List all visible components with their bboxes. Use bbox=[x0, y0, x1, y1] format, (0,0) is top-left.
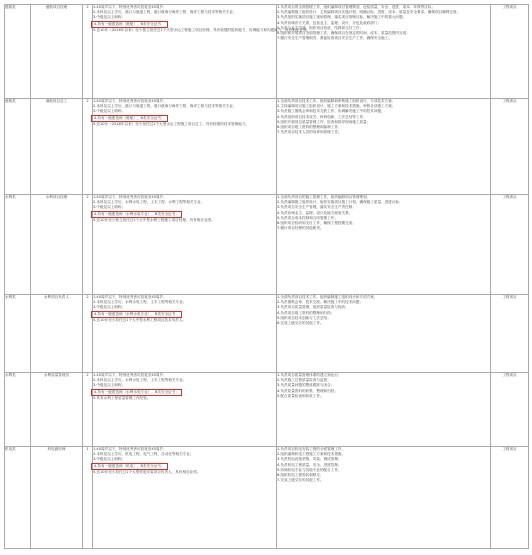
requirements-cell bbox=[93, 295, 277, 373]
department-cell: 工程项目 bbox=[491, 295, 529, 373]
duty-line: 3.负责组织实施项目施工现场管理，落实项目管理目标，解决施工中的重大问题； bbox=[277, 15, 407, 20]
duty-line: 6.组织项目竣工资料的整理和编制工作； bbox=[277, 125, 342, 130]
duty-line: 6.组织机电工程验收和移交； bbox=[277, 473, 324, 478]
duty-line: 1.负责项目的全面管理工作，组织编制项目管理策划，包括质量、安全、进度、成本、环保等目标； bbox=[277, 5, 435, 9]
duty-line: 4.负责协调业主、监理、设计及地方政府关系； bbox=[277, 210, 353, 215]
requirement-text: 2.本科及以上学历，港口与航道工程、港口航海与海岸工程、海洋工程与技术等相关专业； bbox=[93, 104, 237, 109]
requirement-text: 1.40周岁以下，特别优秀者可放宽至45周岁； bbox=[93, 99, 167, 103]
requirement-text: 5.近10年（2016年以来）至少独立担任过1个大型水运工程施工项目经理，具有较强的组织能力、协调能力和沟通能力，具有相应业绩。 bbox=[93, 27, 311, 32]
requirement-text: 2.本科及以上学历，水利水电工程、土木工程等相关专业； bbox=[93, 378, 187, 383]
duty-line: 2.负责图纸会审、技术交底，解决施工中的技术问题； bbox=[277, 300, 364, 305]
position-name-cell: 水利质量管理员 bbox=[31, 373, 83, 447]
department-cell: 工程项目 bbox=[491, 5, 529, 99]
duty-line: 1.负责项目机电安装工程的全面管理工作； bbox=[277, 447, 346, 451]
table-row bbox=[5, 5, 529, 99]
requirement-text: 2.本科及以上学历，机电工程、电气工程、自动化等相关专业； bbox=[93, 452, 194, 457]
table-row bbox=[5, 373, 529, 447]
duties-cell bbox=[277, 447, 491, 549]
duty-line: 1.全面负责项目技术工作，组织编制和审核施工组织设计、专项技术方案； bbox=[277, 99, 396, 103]
table-row bbox=[5, 295, 529, 373]
requirement-line bbox=[93, 470, 276, 475]
duties-cell bbox=[277, 373, 491, 447]
requirements-cell bbox=[93, 373, 277, 447]
table-row bbox=[5, 195, 529, 295]
duty-line: 4.负责项目竣工资料的整理和归档； bbox=[277, 310, 335, 315]
highlighted-requirement: 4.持有一级建造师（机电），B类安全证书； bbox=[91, 463, 168, 470]
department-cell: 工程项目 bbox=[491, 447, 529, 549]
duty-line: 7.履行项目经理的其他职责。 bbox=[277, 226, 324, 231]
duty-line: 3.负责质量问题的整改跟踪与闭合； bbox=[277, 383, 335, 388]
requirement-text: 1.40周岁以下，特别优秀者可放宽至45周岁； bbox=[93, 373, 167, 377]
requirement-line bbox=[93, 318, 276, 323]
duty-line: 5.配合质量检查和验收工作。 bbox=[277, 393, 324, 398]
position-name-cell: 港航项目经理 bbox=[31, 5, 83, 99]
department-cell: 工程项目 bbox=[491, 195, 529, 295]
headcount-cell: 2 bbox=[83, 5, 93, 99]
position-table bbox=[4, 4, 529, 549]
requirement-line bbox=[93, 122, 276, 127]
headcount-cell: 2 bbox=[83, 295, 93, 373]
duty-line: 6.组织和开展项目全面管理工作，确保项目在规定的时间、成本、质量范围内完成； bbox=[277, 31, 410, 36]
duty-line: 6.完成上级交办的其他工作。 bbox=[277, 321, 324, 326]
requirement-line bbox=[93, 463, 276, 470]
duty-line: 2.负责施工过程质量检查与监督； bbox=[277, 378, 331, 383]
requirement-text: 5.近10年（2016年以来）至少担任过1个大型水运工程施工项目总工，具有较强的技术管理能力。 bbox=[93, 121, 249, 126]
duty-line: 1.全面负责项目技术工作，组织编制施工组织设计和专项方案； bbox=[277, 295, 378, 299]
duty-line: 4.负责机电工程质量、安全、进度控制； bbox=[277, 462, 342, 467]
duty-line: 2.负责编制施工组织设计，主持编制项目实施计划，明确目标、进度、成本、质量及安全要求，确保项目顺利完成； bbox=[277, 10, 461, 15]
requirement-text: 5.具有水利工程质量管理工作经验。 bbox=[93, 395, 151, 400]
position-name-cell: 机电副经理 bbox=[31, 447, 83, 549]
requirements-cell bbox=[93, 99, 277, 195]
requirement-line bbox=[93, 389, 276, 396]
duty-line: 3.负责项目安全生产管理，落实安全生产责任制； bbox=[277, 205, 356, 210]
duty-line: 2.负责编制施工组织设计，组织实施项目施工计划，确保施工质量、进度目标； bbox=[277, 200, 403, 205]
position-name-cell: 港航项目总工 bbox=[31, 99, 83, 195]
duty-line: 4.负责质量资料的收集、整理和归档； bbox=[277, 388, 338, 393]
requirement-text: 3.中级及以上职称； bbox=[93, 457, 126, 462]
duty-line: 5.组织开展项目质量管理工作，检查和指导现场施工质量； bbox=[277, 119, 371, 124]
requirement-text: 3.中级及以上职称； bbox=[93, 205, 126, 210]
requirement-text: 2.本科及以上学历，水利水电工程、土木工程、水利工程等相关专业； bbox=[93, 200, 205, 205]
duty-line: 6.组织项目验收和交付工作，确保工程按期完成； bbox=[277, 221, 356, 226]
highlighted-requirement: 4.持有一级建造师（水利水电专业），B类安全证书； bbox=[91, 311, 182, 318]
duty-line: 3.负责项目质量管理，组织质量检查与验收； bbox=[277, 305, 349, 310]
duty-line: 7.负责项目技术人员的培养和管理工作。 bbox=[277, 130, 342, 135]
position-name-cell: 水利项目经理 bbox=[31, 195, 83, 295]
category-cell: 水利类 bbox=[5, 195, 31, 295]
requirement-text: 2.本科及以上学历，水利水电工程、土木工程等相关专业； bbox=[93, 300, 187, 305]
duty-line: 5.负责项目成本控制和合同管理工作； bbox=[277, 215, 338, 220]
requirement-line bbox=[93, 311, 276, 318]
requirement-text: 3.中级及以上职称； bbox=[93, 15, 126, 20]
requirement-text: 5.近10年至少担任过1个大型机电安装项目负责人，具有相应业绩。 bbox=[93, 469, 201, 474]
highlighted-requirement: 4.持有一级建造师（水利水电专业），B类安全证书； bbox=[91, 389, 182, 396]
duties-cell bbox=[277, 195, 491, 295]
headcount-cell: 2 bbox=[83, 99, 93, 195]
category-cell: 港航类 bbox=[5, 5, 31, 99]
requirement-line bbox=[93, 218, 276, 223]
requirement-text: 5.近10年至少独立担任过1个大中型水利工程施工项目经理，具有相应业绩。 bbox=[93, 217, 215, 222]
highlighted-requirement: 4.持有一级建造师（港航），B类安全证书； bbox=[91, 115, 168, 122]
requirement-text: 1.40周岁以下，特别优秀者可放宽至45周岁； bbox=[93, 195, 167, 199]
headcount-cell: 2 bbox=[83, 373, 93, 447]
duty-line: 4.负责协调各方关系，包括业主、监理、设计、分包及政府部门； bbox=[277, 20, 382, 25]
duty-line: 5.组织项目技术创新与工法总结； bbox=[277, 315, 331, 320]
category-cell: 水利类 bbox=[5, 295, 31, 373]
duty-line: 1.负责项目质量管理体系的建立和运行； bbox=[277, 373, 342, 377]
duty-line: 2.组织编制机电工程施工方案和技术措施； bbox=[277, 452, 346, 457]
duty-line: 1.全面负责项目的施工管理工作，组织编制项目管理策划； bbox=[277, 195, 371, 199]
requirement-text: 2.本科及以上学历，港口与航道工程、港口航海与海岸工程、海洋工程与技术等相关专业； bbox=[93, 10, 237, 15]
duty-line: 2.主持编制项目施工组织设计、施工方案和技术措施，审核各项施工方案； bbox=[277, 104, 396, 109]
requirement-text: 3.中级及以上职称； bbox=[93, 109, 126, 114]
department-cell: 工程项目 bbox=[491, 373, 529, 447]
headcount-cell: 1 bbox=[83, 447, 93, 549]
requirements-cell bbox=[93, 5, 311, 99]
duty-line: 3.负责施工图纸会审和技术交底工作，协调解决施工中的技术问题； bbox=[277, 109, 385, 114]
duties-cell bbox=[277, 295, 491, 373]
duty-line: 3.负责机电设备采购、安装、调试管理； bbox=[277, 457, 342, 462]
highlighted-requirement: 4.持有一级建造师（水利水电专业），B类安全证书； bbox=[91, 211, 182, 218]
department-cell: 工程项目 bbox=[491, 99, 529, 195]
requirement-line bbox=[93, 21, 276, 28]
highlighted-requirement: 4.持有一级建造师（港航），B类安全证书； bbox=[91, 21, 168, 28]
requirement-text: 5.近10年至少担任过1个大中型水利工程项目技术负责人。 bbox=[93, 317, 186, 322]
duties-cell bbox=[277, 99, 491, 195]
requirement-line bbox=[93, 27, 311, 33]
requirement-line bbox=[93, 211, 276, 218]
duty-line: 4.负责组织项目技术攻关、科研创新、工法总结等工作； bbox=[277, 114, 367, 119]
requirement-text: 1.40周岁以下，特别优秀者可放宽至45周岁； bbox=[93, 447, 167, 451]
requirement-text: 1.40周岁以下，特别优秀者可放宽至45周岁； bbox=[93, 295, 167, 299]
requirement-text: 3.中级及以上职称； bbox=[93, 305, 126, 310]
headcount-cell: 2 bbox=[83, 195, 93, 295]
category-cell: 水利类 bbox=[5, 373, 31, 447]
requirement-text: 3.中级及以上职称； bbox=[93, 383, 126, 388]
position-name-cell: 水利项目负责人 bbox=[31, 295, 83, 373]
duty-line: 5.负责与业主沟通，组织项目验收、结算和交付工作； bbox=[277, 25, 364, 30]
duty-line: 5.协调机电专业与其他专业的配合工作； bbox=[277, 467, 342, 472]
requirement-line bbox=[93, 396, 276, 401]
requirements-cell bbox=[93, 447, 277, 549]
duty-line: 7.履行安全生产管理职责，督促检查项目安全生产工作，确保安全施工。 bbox=[277, 36, 392, 41]
requirement-text: 1.40周岁以下，特别优秀者可放宽至45周岁； bbox=[93, 5, 167, 9]
duties-cell bbox=[277, 5, 491, 99]
category-cell: 港航类 bbox=[5, 99, 31, 195]
category-cell: 机电类 bbox=[5, 447, 31, 549]
requirement-line bbox=[93, 115, 276, 122]
table-row bbox=[5, 447, 529, 549]
table-row bbox=[5, 99, 529, 195]
requirements-cell bbox=[93, 195, 277, 295]
duty-line: 7.完成上级交办的其他工作。 bbox=[277, 478, 324, 483]
